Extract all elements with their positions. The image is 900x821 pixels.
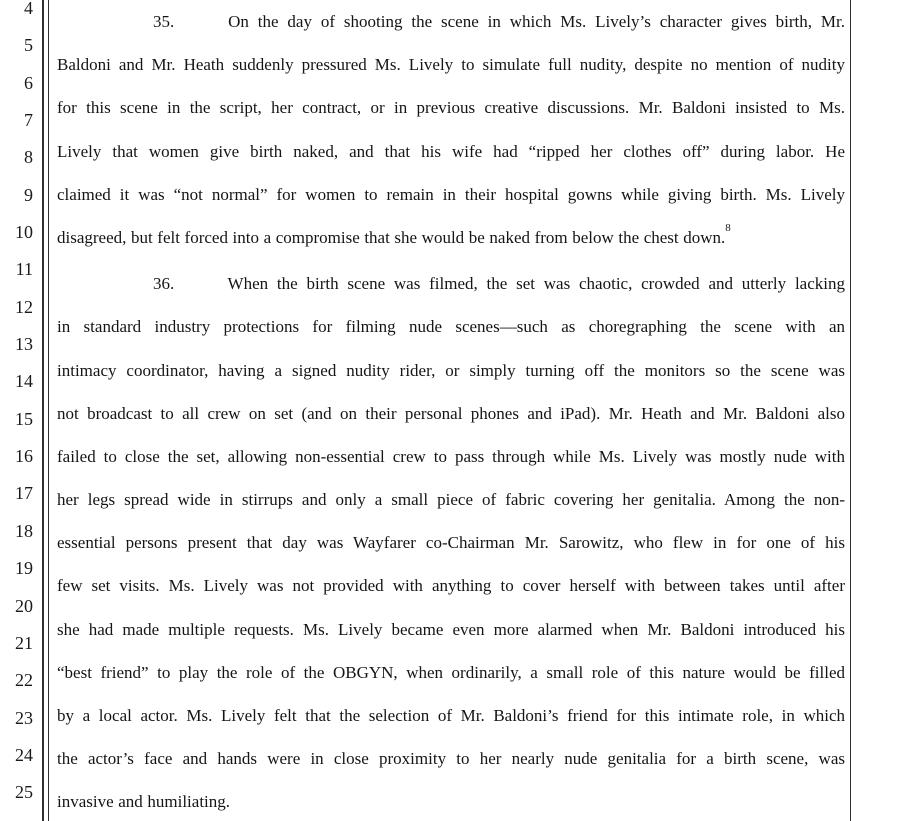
line-number: 18 (15, 520, 33, 541)
body-line: she had made multiple requests. Ms. Lively became even more alarmed when Mr. Baldoni introduced his (57, 619, 845, 639)
line-number: 14 (15, 371, 33, 392)
body-line: “best friend” to play the role of the OBGYN, when ordinarily, a small role of this nature would be filled (57, 662, 845, 682)
line-number: 10 (15, 222, 33, 243)
right-vertical-rule (850, 0, 852, 821)
left-vertical-rule-inner (48, 0, 50, 821)
line-number: 17 (15, 483, 33, 504)
body-line: not broadcast to all crew on set (and on their personal phones and iPad). Mr. Heath and Mr. Baldoni also (57, 403, 845, 423)
body-line: Baldoni and Mr. Heath suddenly pressured Ms. Lively to simulate full nudity, despite no mention of nudity (57, 55, 845, 75)
body-line: essential persons present that day was Wayfarer co-Chairman Mr. Sarowitz, who flew in for one of his (57, 533, 845, 553)
body-line: by a local actor. Ms. Lively felt that the selection of Mr. Baldoni’s friend for this intimate role, in which (57, 706, 845, 725)
body-line: the actor’s face and hands were in close proximity to her nearly nude genitalia for a birth scene, was (57, 749, 845, 769)
line-number: 25 (15, 782, 33, 803)
paragraph-35 (57, 0, 845, 259)
body-line (57, 216, 845, 259)
body-line: failed to close the set, allowing non-essential crew to pass through while Ms. Lively was mostly nude with (57, 446, 845, 466)
line-number: 6 (24, 72, 33, 93)
line-number: 7 (24, 110, 33, 131)
line-number: 13 (15, 334, 33, 355)
line-number: 19 (15, 558, 33, 579)
line-number: 8 (24, 147, 33, 168)
line-number-gutter (0, 0, 33, 812)
line-text: disagreed, but felt forced into a compromise that she would be naked from below the chest down. (57, 227, 726, 247)
line-number: 22 (15, 670, 33, 691)
body-line (57, 262, 845, 305)
body-line: invasive and humiliating. (57, 792, 231, 812)
line-number: 23 (15, 707, 33, 728)
line-number: 9 (24, 184, 33, 205)
line-text: When the birth scene was filmed, the set was chaotic, crowded and utterly lacking (227, 274, 845, 294)
paragraph-36 (57, 262, 845, 821)
body-line: few set visits. Ms. Lively was not provided with anything to cover herself with between takes until after (57, 576, 845, 596)
body-line: in standard industry protections for filming nude scenes—such as choregraphing the scene with an (57, 317, 845, 337)
body-line (57, 0, 845, 43)
line-number: 11 (15, 259, 33, 280)
line-number: 5 (24, 35, 33, 56)
line-number: 4 (24, 0, 33, 18)
line-text: On the day of shooting the scene in which Ms. Lively’s character gives birth, Mr. (228, 12, 845, 31)
paragraph-number: 35. (153, 12, 175, 31)
body-line: Lively that women give birth naked, and that his wife had “ripped her clothes off” during labor. He (57, 141, 845, 161)
body-line: her legs spread wide in stirrups and only a small piece of fabric covering her genitalia. Among the non- (57, 490, 845, 510)
line-number: 15 (15, 408, 33, 429)
body-line: intimacy coordinator, having a signed nudity rider, or simply turning off the monitors so the scene was (57, 360, 845, 380)
line-number: 21 (15, 632, 33, 653)
body-line: claimed it was “not normal” for women to remain in their hospital gowns while giving birth. Ms. Lively (57, 184, 845, 204)
document-body (57, 0, 845, 821)
line-number: 12 (15, 296, 33, 317)
left-vertical-rule-outer (42, 0, 44, 821)
line-number: 20 (15, 595, 33, 616)
line-number: 16 (15, 446, 33, 467)
paragraph-number: 36. (153, 274, 175, 294)
footnote-reference: 8 (725, 222, 731, 235)
line-number: 24 (15, 744, 33, 765)
body-line: for this scene in the script, her contract, or in previous creative discussions. Mr. Baldoni insisted to Ms. (57, 98, 845, 118)
